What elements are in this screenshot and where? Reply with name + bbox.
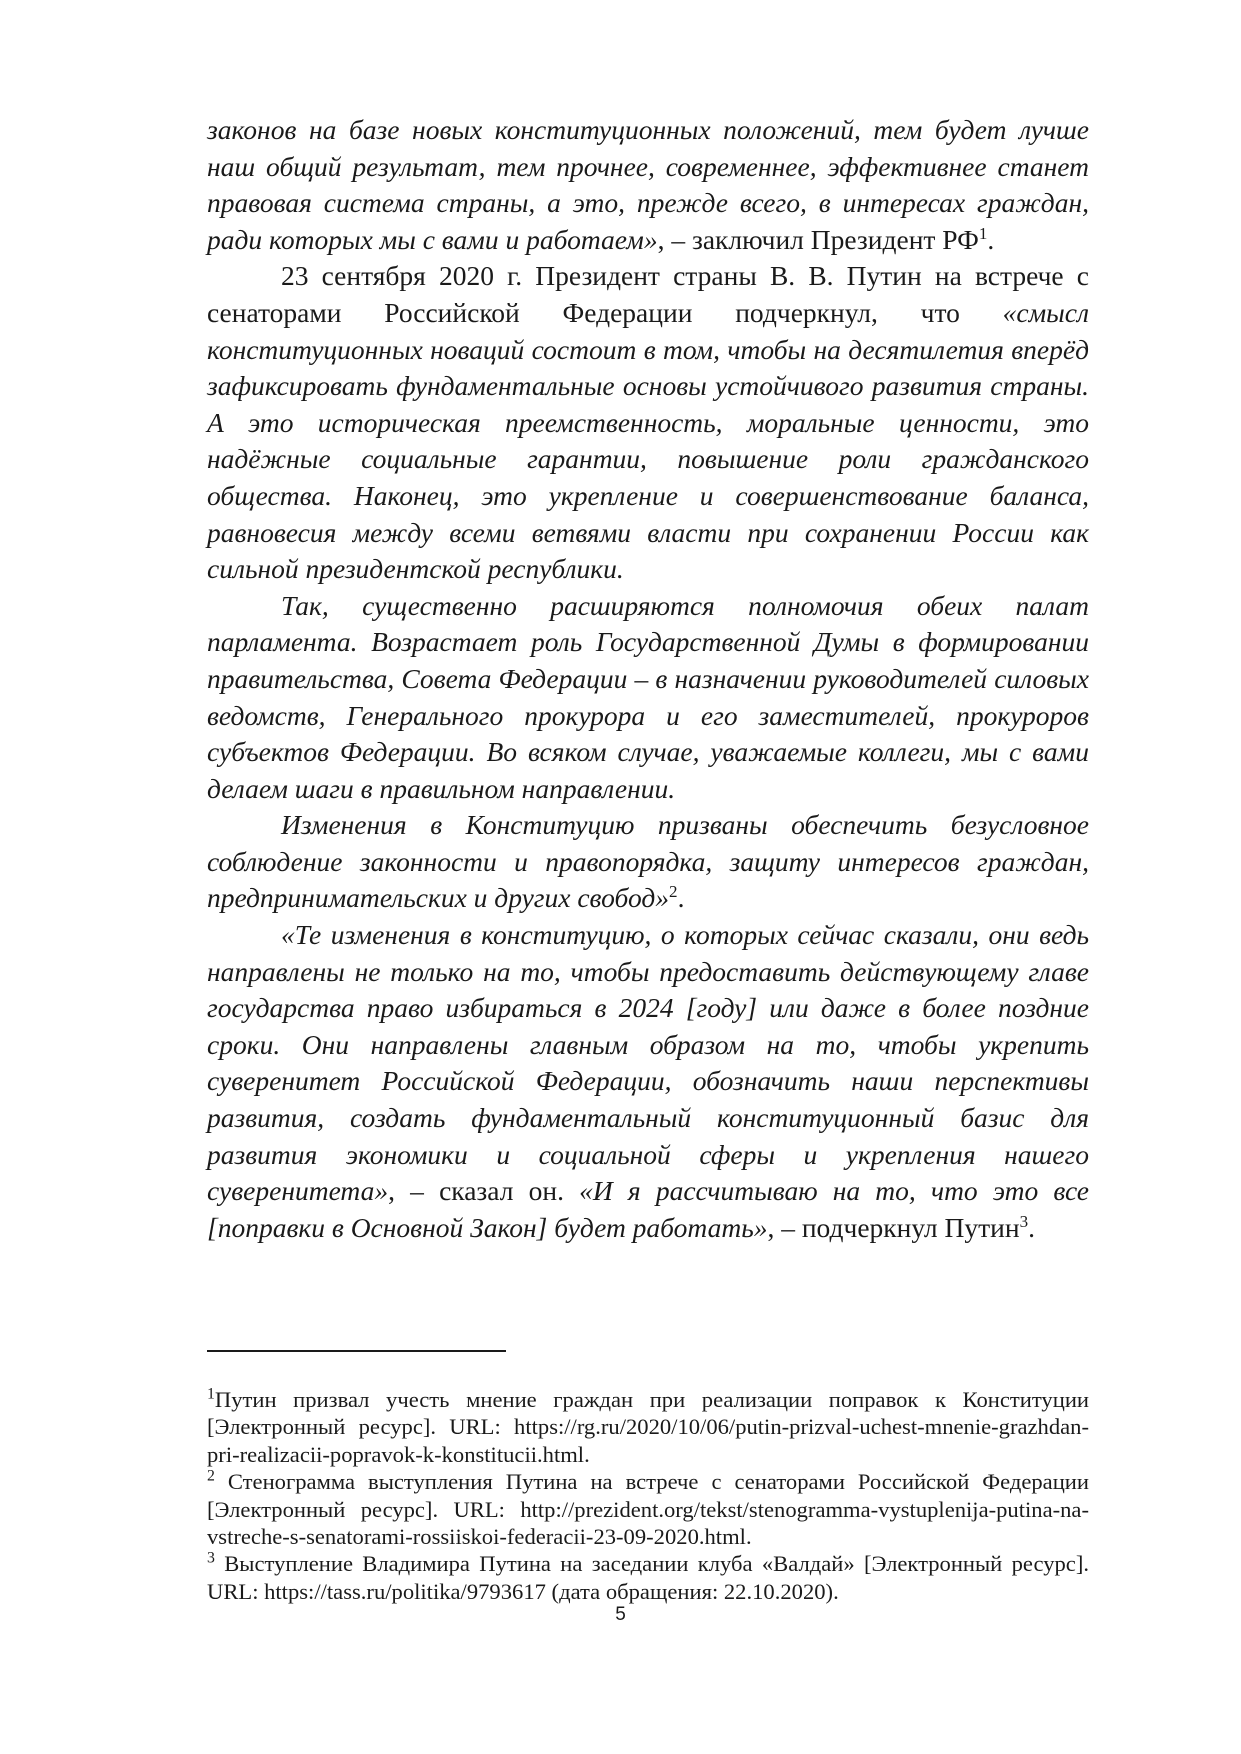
paragraph	[207, 588, 1089, 808]
body-text: , – сказал он.	[388, 1175, 580, 1207]
quote-text: законов на базе новых конституционных положений, тем будет лучше наш общий результат, тем прочнее, современнее, эффективнее станет правовая система страны, а это, прежде всего, в интересах граждан, ради которых мы с вами и работаем»	[207, 114, 1089, 255]
paragraph	[207, 258, 1089, 587]
footnote-text: Стенограмма выступления Путина на встрече с сенаторами Российской Федерации [Электронный ресурс]. URL: http://prezident.org/tekst/stenogramma-vystuplenija-putina-na-vstreche-s-senatorami-rossiiskoi-federacii-23-09-2020.html.	[207, 1469, 1089, 1550]
paragraph	[207, 807, 1089, 917]
main-text	[207, 112, 1089, 1246]
footnote	[207, 1550, 1089, 1605]
document-page	[207, 112, 1089, 1246]
footnote	[207, 1468, 1089, 1550]
body-text: 23 сентября 2020 г. Президент страны В. В. Путин на встрече с сенаторами Российской Федерации подчеркнул, что	[207, 260, 1089, 328]
footnote-number: 2	[207, 1467, 215, 1485]
paragraph	[207, 917, 1089, 1246]
paragraph	[207, 112, 1089, 258]
body-text: , – заключил Президент РФ	[657, 223, 979, 255]
body-text: .	[677, 882, 685, 914]
body-text: .	[987, 223, 995, 255]
page-number: 5	[615, 1604, 626, 1625]
quote-text: «Те изменения в конституцию, о которых сейчас сказали, они ведь направлены не только на то, чтобы предоставить действующему главе государства право избираться в 2024 [году] или даже в более поздние сроки. Они направлены главным образом на то, чтобы укрепить суверенитет Российской Федерации, обозначить наши перспективы развития, создать фундаментальный конституционный базис для развития экономики и социальной сферы и укрепления нашего суверенитета»	[207, 919, 1089, 1207]
footnote	[207, 1386, 1089, 1468]
footnote-text: Выступление Владимира Путина на заседании клуба «Валдай» [Электронный ресурс]. URL: https://tass.ru/politika/9793617 (дата обращения: 22.10.2020).	[207, 1551, 1089, 1604]
footnotes	[207, 1386, 1089, 1605]
quote-text: Так, существенно расширяются полномочия обеих палат парламента. Возрастает роль Государственной Думы в формировании правительства, Совета Федерации – в назначении руководителей силовых ведомств, Генерального прокурора и его заместителей, прокуроров субъектов Федерации. Во всяком случае, уважаемые коллеги, мы с вами делаем шаги в правильном направлении.	[207, 589, 1089, 804]
footnote-number: 3	[207, 1549, 215, 1567]
footnote-ref: 3	[1019, 1211, 1029, 1231]
footnote-number: 1	[207, 1385, 215, 1403]
footnote-text: Путин призвал учесть мнение граждан при реализации поправок к Конституции [Электронный ресурс]. URL: https://rg.ru/2020/10/06/putin-prizval-uchest-mnenie-grazhdan-pri-realizacii-popravok-k-konstitucii.html.	[207, 1387, 1089, 1467]
body-text: , – подчеркнул Путин	[767, 1211, 1020, 1243]
body-text: .	[1028, 1211, 1035, 1243]
footnote-ref: 1	[978, 223, 988, 243]
quote-text: «И я рассчитываю на то, что это все [поправки в Основной Закон] будет работать»	[207, 1175, 1089, 1243]
footnote-ref: 2	[669, 882, 678, 902]
quote-text: Изменения в Конституцию призваны обеспечить безусловное соблюдение законности и правопорядка, защиту интересов граждан, предпринимательских и других свобод»	[207, 809, 1089, 914]
footnote-separator	[207, 1350, 506, 1352]
quote-text: «смысл конституционных новаций состоит в том, чтобы на десятилетия вперёд зафиксировать фундаментальные основы устойчивого развития страны. А это историческая преемственность, моральные ценности, это надёжные социальные гарантии, повышение роли гражданского общества. Наконец, это укрепление и совершенствование баланса, равновесия между всеми ветвями власти при сохранении России как сильной президентской республики.	[207, 296, 1089, 585]
